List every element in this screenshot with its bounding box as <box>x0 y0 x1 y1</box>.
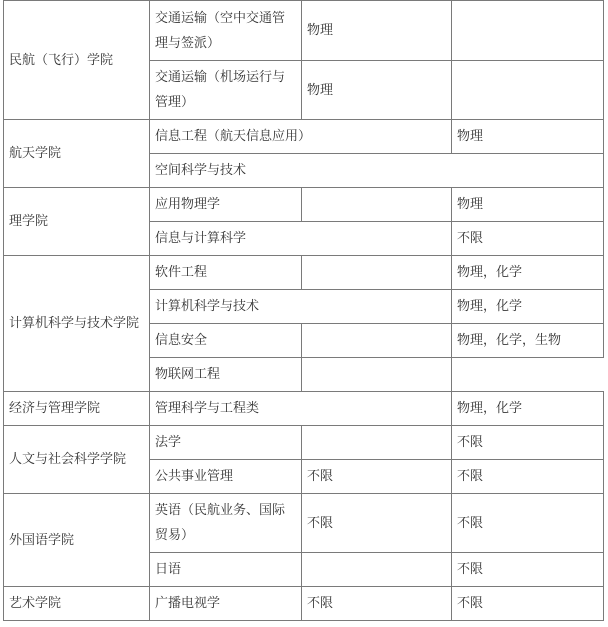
table-row <box>4 1 604 61</box>
requirement-cell: 物理，化学 <box>452 290 604 324</box>
college-cell: 航天学院 <box>4 120 150 188</box>
requirement-cell: 不限 <box>452 426 604 460</box>
major-cell: 计算机科学与技术 <box>150 290 452 324</box>
major-cell: 管理科学与工程类 <box>150 392 452 426</box>
major-cell: 英语（民航业务、国际贸易） <box>150 494 302 553</box>
requirement-cell <box>452 61 604 120</box>
requirement-cell: 物理，化学 <box>452 392 604 426</box>
requirement-cell: 不限 <box>452 222 604 256</box>
requirement-cell: 不限 <box>302 587 452 621</box>
requirement-cell: 物理，化学 <box>452 256 604 290</box>
major-cell: 信息安全 <box>150 324 302 358</box>
table-row <box>4 120 604 154</box>
college-cell: 理学院 <box>4 188 150 256</box>
college-cell: 外国语学院 <box>4 494 150 587</box>
major-cell: 应用物理学 <box>150 188 302 222</box>
college-cell: 艺术学院 <box>4 587 150 621</box>
major-cell: 公共事业管理 <box>150 460 302 494</box>
requirement-cell <box>452 1 604 61</box>
requirement-cell <box>302 256 452 290</box>
major-cell: 软件工程 <box>150 256 302 290</box>
major-cell: 日语 <box>150 553 302 587</box>
majors-table <box>3 0 604 621</box>
requirement-cell: 不限 <box>452 460 604 494</box>
requirement-cell: 物理 <box>302 1 452 61</box>
requirement-cell: 物理，化学，生物 <box>452 324 604 358</box>
college-cell: 经济与管理学院 <box>4 392 150 426</box>
requirement-cell: 不限 <box>452 587 604 621</box>
major-cell: 交通运输（机场运行与管理） <box>150 61 302 120</box>
requirement-cell <box>302 426 452 460</box>
college-cell: 人文与社会科学学院 <box>4 426 150 494</box>
table-row <box>4 256 604 290</box>
requirement-cell <box>302 188 452 222</box>
table-row <box>4 392 604 426</box>
major-cell: 法学 <box>150 426 302 460</box>
requirement-cell: 物理 <box>302 61 452 120</box>
requirement-cell: 不限 <box>302 494 452 553</box>
table-row <box>4 494 604 553</box>
college-cell: 民航（飞行）学院 <box>4 1 150 120</box>
requirement-cell: 不限 <box>452 494 604 553</box>
major-cell: 交通运输（空中交通管理与签派） <box>150 1 302 61</box>
major-cell: 广播电视学 <box>150 587 302 621</box>
major-cell: 信息与计算科学 <box>150 222 452 256</box>
major-cell: 空间科学与技术 <box>150 154 604 188</box>
requirement-cell: 不限 <box>302 460 452 494</box>
requirement-cell <box>302 324 452 358</box>
major-cell: 物联网工程 <box>150 358 302 392</box>
table-row <box>4 426 604 460</box>
requirement-cell <box>302 553 452 587</box>
table-row <box>4 188 604 222</box>
requirement-cell: 物理 <box>452 188 604 222</box>
requirement-cell: 不限 <box>452 553 604 587</box>
requirement-cell <box>302 358 452 392</box>
college-cell: 计算机科学与技术学院 <box>4 256 150 392</box>
requirement-cell: 物理 <box>452 120 604 154</box>
major-cell: 信息工程（航天信息应用） <box>150 120 452 154</box>
table-row <box>4 587 604 621</box>
